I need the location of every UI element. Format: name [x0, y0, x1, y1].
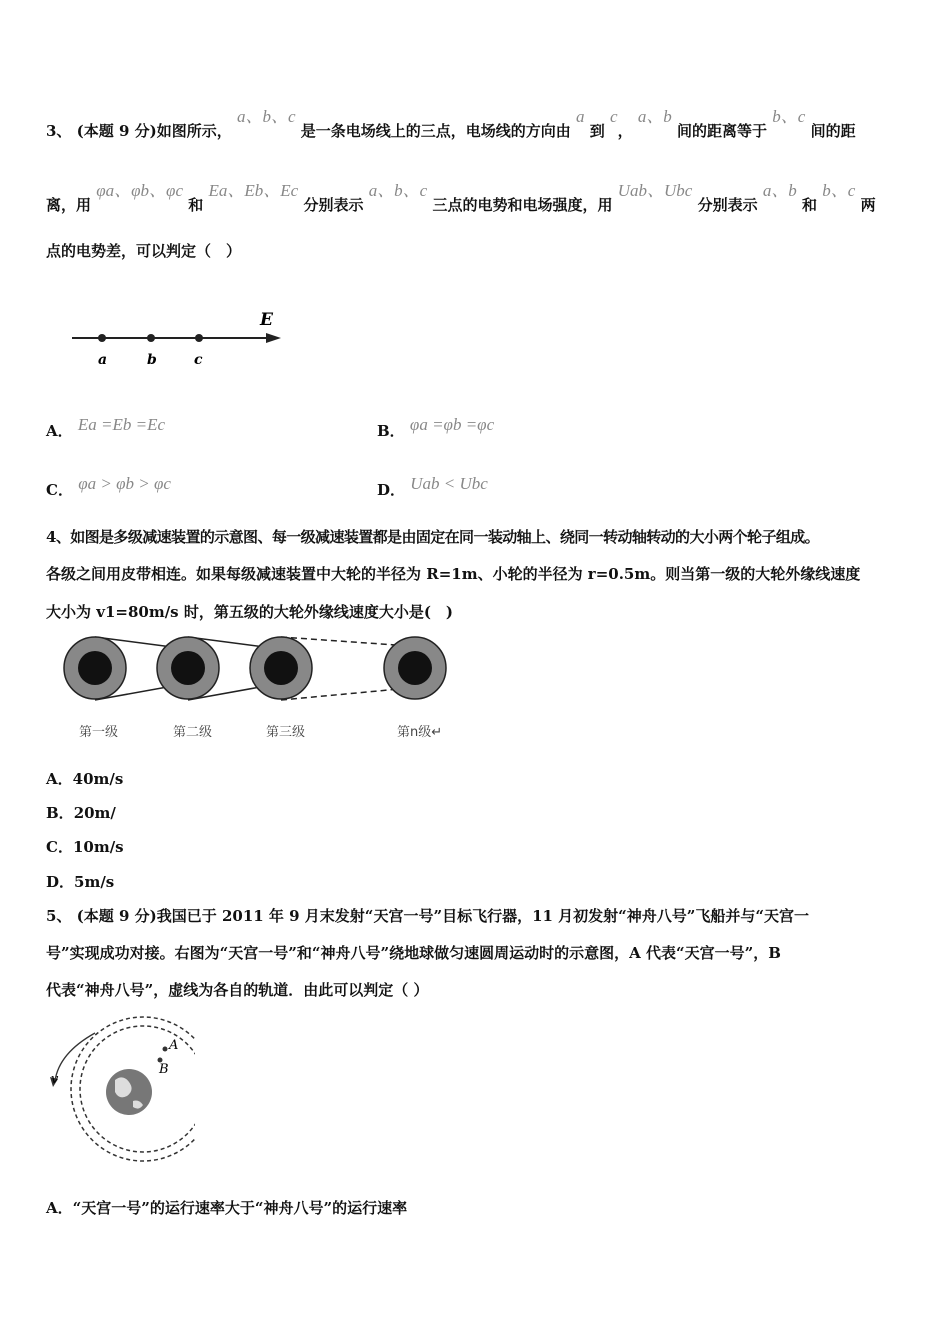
q4-line-1: 4、如图是多级减速装置的示意图、每一级减速装置都是由固定在同一装动轴上、绕同一转动轴转动的大小两个轮子组成。 [46, 528, 820, 546]
pulley-1 [64, 637, 126, 699]
q3-text: 是一条电场线上的三点，电场线的方向由 [300, 122, 571, 140]
q3-number: 3、 [46, 122, 72, 140]
math-c: c [610, 107, 618, 126]
option-label: A． [46, 422, 73, 440]
q3-score: (本题 9 分) [76, 122, 157, 140]
option-label: D． [46, 873, 75, 891]
option-expr: φa > φb > φc [78, 474, 171, 493]
option-text: 10m/s [72, 838, 124, 856]
pulley-system-figure [55, 632, 455, 747]
option-expr: Ea =Eb =Ec [77, 415, 166, 434]
q3-text: 间的距 [810, 122, 856, 140]
q5-option-a[interactable] [46, 1197, 407, 1218]
option-label: B． [46, 804, 74, 822]
q3-text: 分别表示 [697, 196, 758, 214]
point-b [147, 334, 155, 342]
q3-option-a[interactable] [46, 415, 166, 441]
q4-option-d[interactable] [46, 871, 114, 892]
point-a [98, 334, 106, 342]
math-bc: b、c [822, 181, 856, 200]
option-text: 5m/s [74, 873, 115, 891]
pulley-n [384, 637, 446, 699]
option-label: C． [46, 838, 73, 856]
option-label: A． [46, 1199, 73, 1217]
q3-line-2 [46, 181, 876, 215]
label-E: E [260, 310, 273, 330]
option-expr: Uab < Ubc [410, 474, 488, 493]
label-B: B [159, 1062, 169, 1077]
q4-line-3: 大小为 v1=80m/s 时，第五级的大轮外缘线速度大小是( ) [46, 603, 454, 621]
caption-level-n: 第n级↵ [397, 725, 443, 740]
label-a: a [98, 352, 108, 368]
option-expr: φa =φb =φc [409, 415, 495, 434]
caption-level-2: 第二级 [173, 725, 213, 740]
electric-field-line-figure [66, 305, 296, 385]
q3-option-b[interactable] [377, 415, 495, 441]
q3-text: 三点的电势和电场强度，用 [432, 196, 613, 214]
pulley-3 [250, 637, 312, 699]
q4-option-a[interactable] [46, 768, 123, 789]
math-abc: a、b、c [368, 181, 428, 200]
math-ab: a、b [762, 181, 797, 200]
q3-text: ， [617, 122, 633, 140]
q3-text: 到 [589, 122, 605, 140]
q3-text: 和 [188, 196, 204, 214]
field-arrow-icon [266, 333, 281, 343]
math-ab: a、b [637, 107, 672, 126]
label-v: v [51, 1072, 59, 1087]
q3-text: 如图所示， [156, 122, 232, 140]
math-abc: a、b、c [237, 107, 296, 126]
math-us: Uab、Ubc [617, 181, 693, 200]
point-A [163, 1047, 168, 1052]
point-c [195, 334, 203, 342]
option-text: “天宫一号”的运行速率大于“神舟八号”的运行速率 [72, 1199, 408, 1217]
earth-icon [106, 1069, 152, 1115]
option-label: D． [377, 481, 406, 499]
q3-text: 间的距离等于 [677, 122, 768, 140]
q3-text: 两 [860, 196, 876, 214]
q3-text: 点的电势差，可以判定（ ） [46, 242, 242, 260]
q4-line-2: 各级之间用皮带相连。如果每级减速装置中大轮的半径为 R=1m、小轮的半径为 r=0.5m。则当第一级的大轮外缘线速度 [46, 565, 861, 583]
q3-line-1 [46, 107, 856, 141]
math-phis: φa、φb、φc [96, 181, 184, 200]
q3-text: 分别表示 [303, 196, 364, 214]
label-c: c [194, 352, 203, 368]
q3-text: 离，用 [46, 196, 92, 214]
caption-level-3: 第三级 [266, 725, 306, 740]
q4-option-b[interactable] [46, 802, 116, 823]
q5-line-2: 号”实现成功对接。右图为“天宫一号”和“神舟八号”绕地球做匀速圆周运动时的示意图，A 代表“天宫一号”，B [46, 944, 781, 962]
q4-option-c[interactable] [46, 836, 124, 857]
q5-line-1: 5、 (本题 9 分)我国已于 2011 年 9 月末发射“天宫一号”目标飞行器，11 月初发射“神舟八号”飞船并与“天宫一 [46, 907, 810, 925]
caption-level-1: 第一级 [79, 725, 119, 740]
math-es: Ea、Eb、Ec [208, 181, 299, 200]
q5-line-3: 代表“神舟八号”，虚线为各自的轨道．由此可以判定（ ） [46, 981, 429, 999]
q3-option-c[interactable] [46, 474, 171, 500]
option-label: A． [46, 770, 73, 788]
option-label: B． [377, 422, 405, 440]
option-text: 40m/s [72, 770, 124, 788]
math-bc: b、c [772, 107, 806, 126]
pulley-2 [157, 637, 219, 699]
label-A: A [169, 1038, 179, 1053]
q3-option-d[interactable] [377, 474, 488, 500]
q3-text: 和 [802, 196, 818, 214]
math-a: a [576, 107, 585, 126]
orbit-figure [45, 1015, 195, 1165]
option-text: 20m/ [73, 804, 116, 822]
q3-line-3 [46, 240, 241, 261]
label-b: b [147, 352, 157, 368]
option-label: C． [46, 481, 73, 499]
